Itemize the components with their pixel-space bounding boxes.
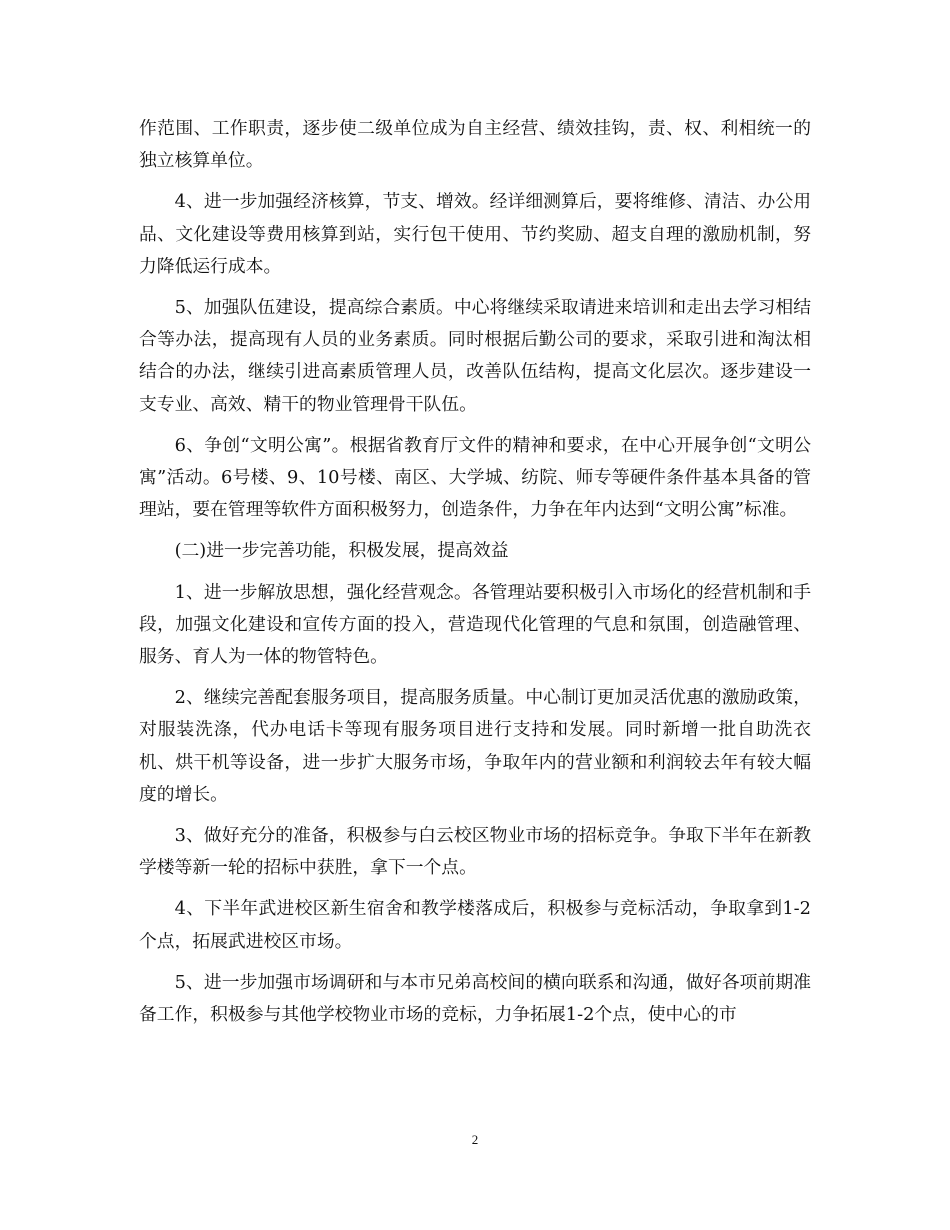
paragraph: 6、争创“文明公寓”。根据省教育厅文件的精神和要求，在中心开展争创“文明公寓”活动。6号楼、9、10号楼、南区、大学城、纺院、师专等硬件条件基本具备的管理站，要在管理等软件方面积极努力，创造条件，力争在年内达到“文明公寓”标准。 (139, 434, 811, 521)
paragraph: 4、下半年武进校区新生宿舍和教学楼落成后，积极参与竞标活动，争取拿到1-2个点，拓展武进校区市场。 (139, 898, 811, 952)
paragraph: 1、进一步解放思想，强化经营观念。各管理站要积极引入市场化的经营机制和手段，加强文化建设和宣传方面的投入，营造现代化管理的气息和氛围，创造融管理、服务、育人为一体的物管特色。 (139, 581, 811, 668)
paragraph: 3、做好充分的准备，积极参与白云校区物业市场的招标竞争。争取下半年在新教学楼等新一轮的招标中获胜，拿下一个点。 (139, 825, 811, 879)
paragraph: 作范围、工作职责，逐步使二级单位成为自主经营、绩效挂钩，责、权、利相统一的独立核算单位。 (139, 118, 811, 172)
paragraph: 4、进一步加强经济核算，节支、增效。经详细测算后，要将维修、清洁、办公用品、文化建设等费用核算到站，实行包干使用、节约奖励、超支自理的激励机制，努力降低运行成本。 (139, 191, 811, 277)
paragraph: 5、进一步加强市场调研和与本市兄弟高校间的横向联系和沟通，做好各项前期准备工作，积极参与其他学校物业市场的竞标，力争拓展1-2个点，使中心的市 (139, 971, 811, 1026)
paragraph: 5、加强队伍建设，提高综合素质。中心将继续采取请进来培训和走出去学习相结合等办法，提高现有人员的业务素质。同时根据后勤公司的要求，采取引进和淘汰相结合的办法，继续引进高素质管理人员，改善队伍结构，提高文化层次。逐步建设一支专业、高效、精干的物业管理骨干队伍。 (139, 297, 811, 415)
paragraph: 2、继续完善配套服务项目，提高服务质量。中心制订更加灵活优惠的激励政策，对服装洗涤，代办电话卡等现有服务项目进行支持和发展。同时新增一批自助洗衣机、烘干机等设备，进一步扩大服务市场，争取年内的营业额和利润较去年有较大幅度的增长。 (139, 687, 811, 805)
page-number: 2 (471, 1132, 479, 1147)
document-body (139, 113, 811, 1040)
section-heading: (二)进一步完善功能，积极发展，提高效益 (174, 540, 509, 562)
